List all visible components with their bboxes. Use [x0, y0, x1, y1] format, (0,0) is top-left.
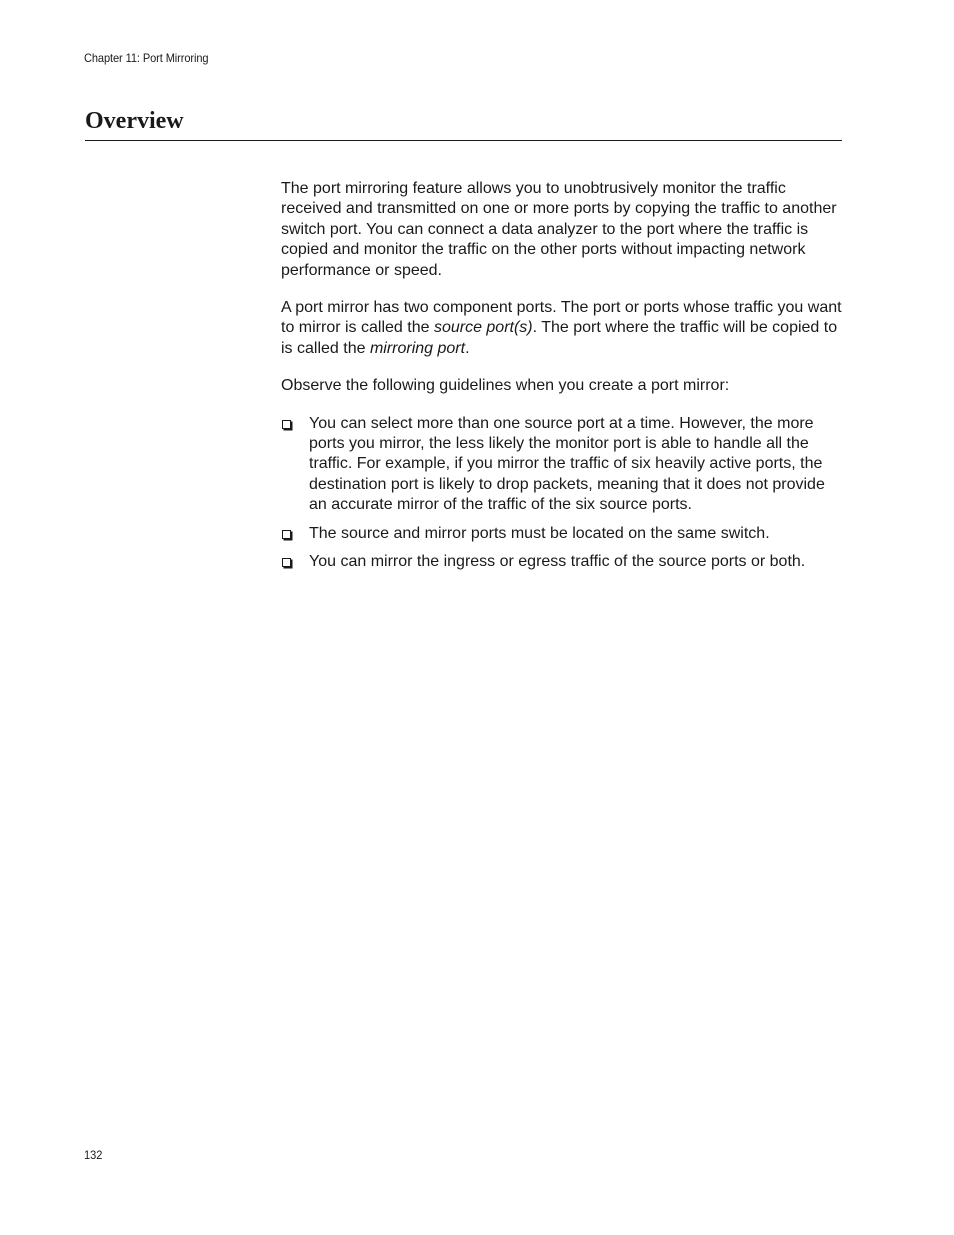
list-item [281, 552, 847, 572]
list-item-text: You can mirror the ingress or egress traffic of the source ports or both. [309, 553, 806, 571]
paragraph-components-text-3: . [465, 339, 470, 357]
checkbox-bullet-icon [282, 530, 291, 539]
paragraph-components-text-1: A port mirror has two component ports. The port or ports whose traffic you want to mirror is called the [281, 299, 842, 337]
term-source-ports: source port(s) [433, 319, 533, 337]
paragraph-guidelines-intro: Observe the following guidelines when you create a port mirror: [281, 377, 730, 395]
list-item [281, 524, 847, 544]
term-mirroring-port: mirroring port [369, 339, 466, 357]
guidelines-list [281, 414, 847, 573]
list-item [281, 414, 847, 516]
paragraph-components-text-2: . The port where the traffic will be copied to is called the [281, 319, 838, 357]
paragraph-components [281, 298, 847, 359]
list-item-text: You can select more than one source port at a time. However, the more ports you mirror, the less likely the monitor port is able to handle all the traffic. For example, if you mirror the traffic of six heavily active ports, the destination port is likely to drop packets, meaning that it does not provide an accurate mirror of the traffic of the six source ports. [309, 414, 825, 514]
title-rule [85, 140, 842, 141]
paragraph-intro: The port mirroring feature allows you to unobtrusively monitor the traffic received and transmitted on one or more ports by copying the traffic to another switch port. You can connect a data analyzer to the port where the traffic is copied and monitor the traffic on the other ports without impacting network performance or speed. [281, 180, 837, 279]
checkbox-bullet-icon [282, 420, 291, 429]
list-item-text: The source and mirror ports must be located on the same switch. [309, 524, 770, 542]
section-title: Overview [85, 108, 184, 134]
body-text [281, 179, 847, 581]
running-header: Chapter 11: Port Mirroring [84, 51, 209, 65]
page-number: 132 [84, 1148, 103, 1162]
checkbox-bullet-icon [282, 558, 291, 567]
